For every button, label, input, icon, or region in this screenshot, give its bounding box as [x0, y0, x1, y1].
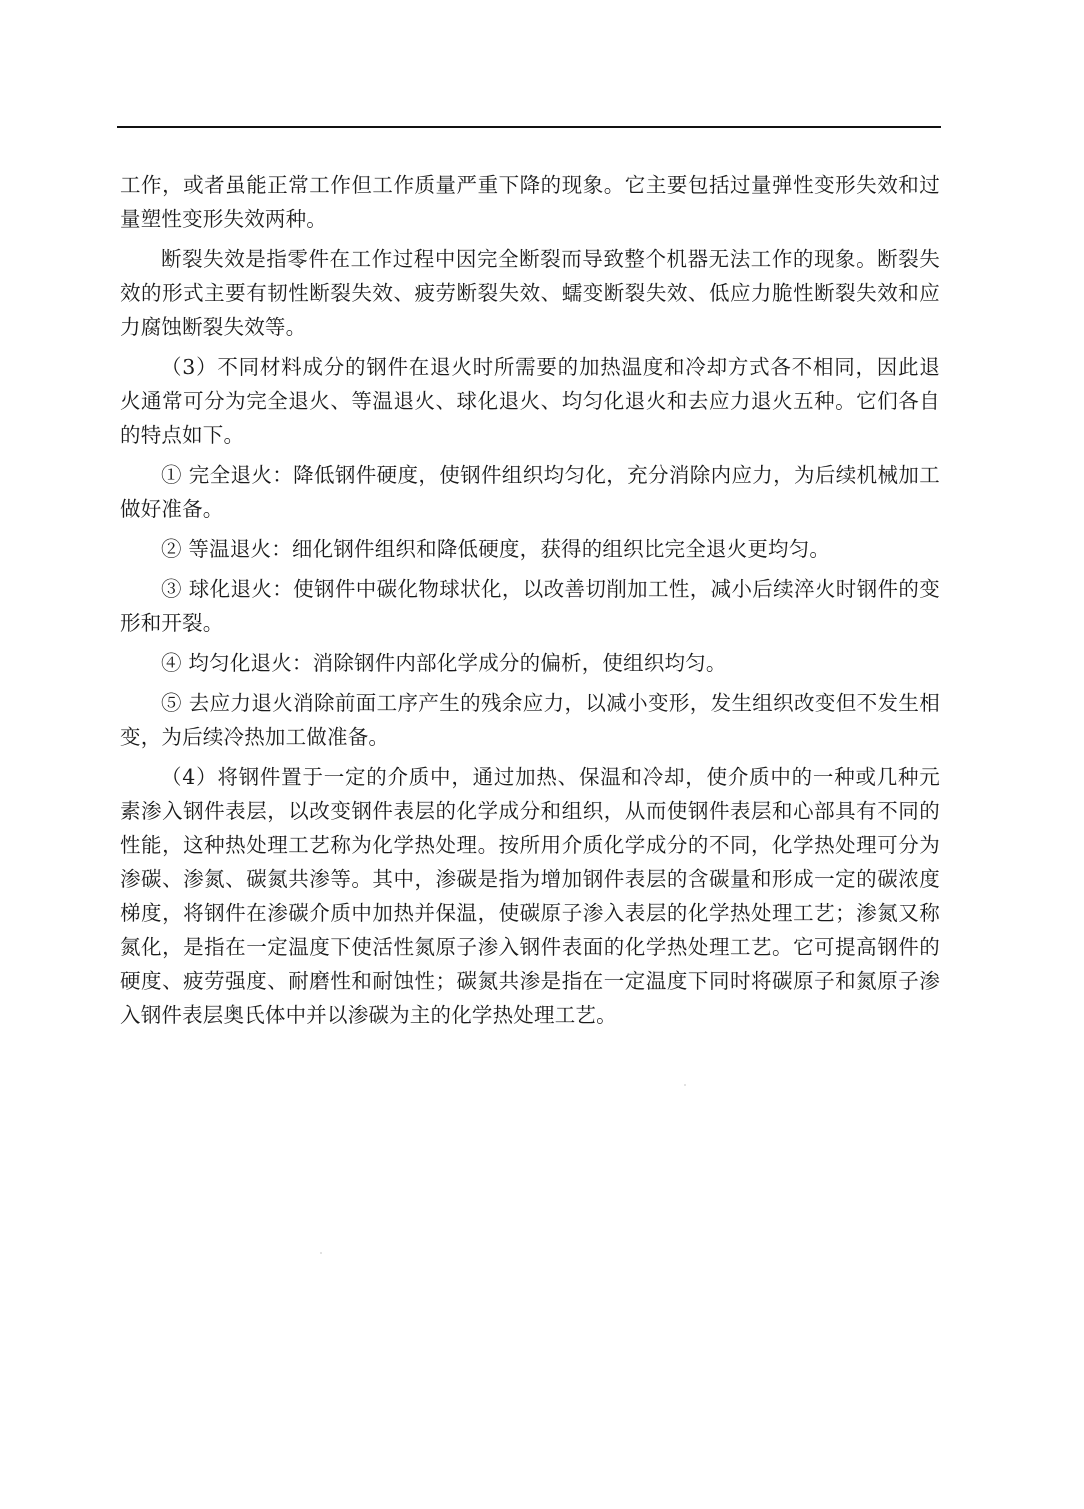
paragraph-1: 工作，或者虽能正常工作但工作质量严重下降的现象。它主要包括过量弹性变形失效和过量塑性变形失效两种。: [120, 173, 940, 231]
scan-speck: [320, 1252, 322, 1254]
scan-speck: [684, 1084, 686, 1086]
paragraph-2: 断裂失效是指零件在工作过程中因完全断裂而导致整个机器无法工作的现象。断裂失效的形式主要有韧性断裂失效、疲劳断裂失效、蠕变断裂失效、低应力脆性断裂失效和应力腐蚀断裂失效等。: [120, 247, 940, 339]
paragraph-3: （3）不同材料成分的钢件在退火时所需要的加热温度和冷却方式各不相同，因此退火通常可分为完全退火、等温退火、球化退火、均匀化退火和去应力退火五种。它们各自的特点如下。: [120, 355, 940, 447]
paragraph-6: ③ 球化退火：使钢件中碳化物球状化，以改善切削加工性，减小后续淬火时钢件的变形和开裂。: [120, 577, 940, 635]
header-rule: [117, 126, 941, 128]
paragraph-5: ② 等温退火：细化钢件组织和降低硬度，获得的组织比完全退火更均匀。: [161, 537, 831, 561]
paragraph-4: ① 完全退火：降低钢件硬度，使钢件组织均匀化，充分消除内应力，为后续机械加工做好准备。: [120, 463, 940, 521]
document-body: [120, 168, 940, 1038]
paragraph-9: （4）将钢件置于一定的介质中，通过加热、保温和冷却，使介质中的一种或几种元素渗入钢件表层，以改变钢件表层的化学成分和组织，从而使钢件表层和心部具有不同的性能，这种热处理工艺称为化学热处理。按所用介质化学成分的不同，化学热处理可分为渗碳、渗氮、碳氮共渗等。其中，渗碳是指为增加钢件表层的含碳量和形成一定的碳浓度梯度，将钢件在渗碳介质中加热并保温，使碳原子渗入表层的化学热处理工艺；渗氮又称氮化，是指在一定温度下使活性氮原子渗入钢件表面的化学热处理工艺。它可提高钢件的硬度、疲劳强度、耐磨性和耐蚀性；碳氮共渗是指在一定温度下同时将碳原子和氮原子渗入钢件表层奥氏体中并以渗碳为主的化学热处理工艺。: [120, 765, 940, 1027]
paragraph-8: ⑤ 去应力退火消除前面工序产生的残余应力，以减小变形，发生组织改变但不发生相变，为后续冷热加工做准备。: [120, 691, 940, 749]
paragraph-7: ④ 均匀化退火：消除钢件内部化学成分的偏析，使组织均匀。: [161, 651, 727, 675]
